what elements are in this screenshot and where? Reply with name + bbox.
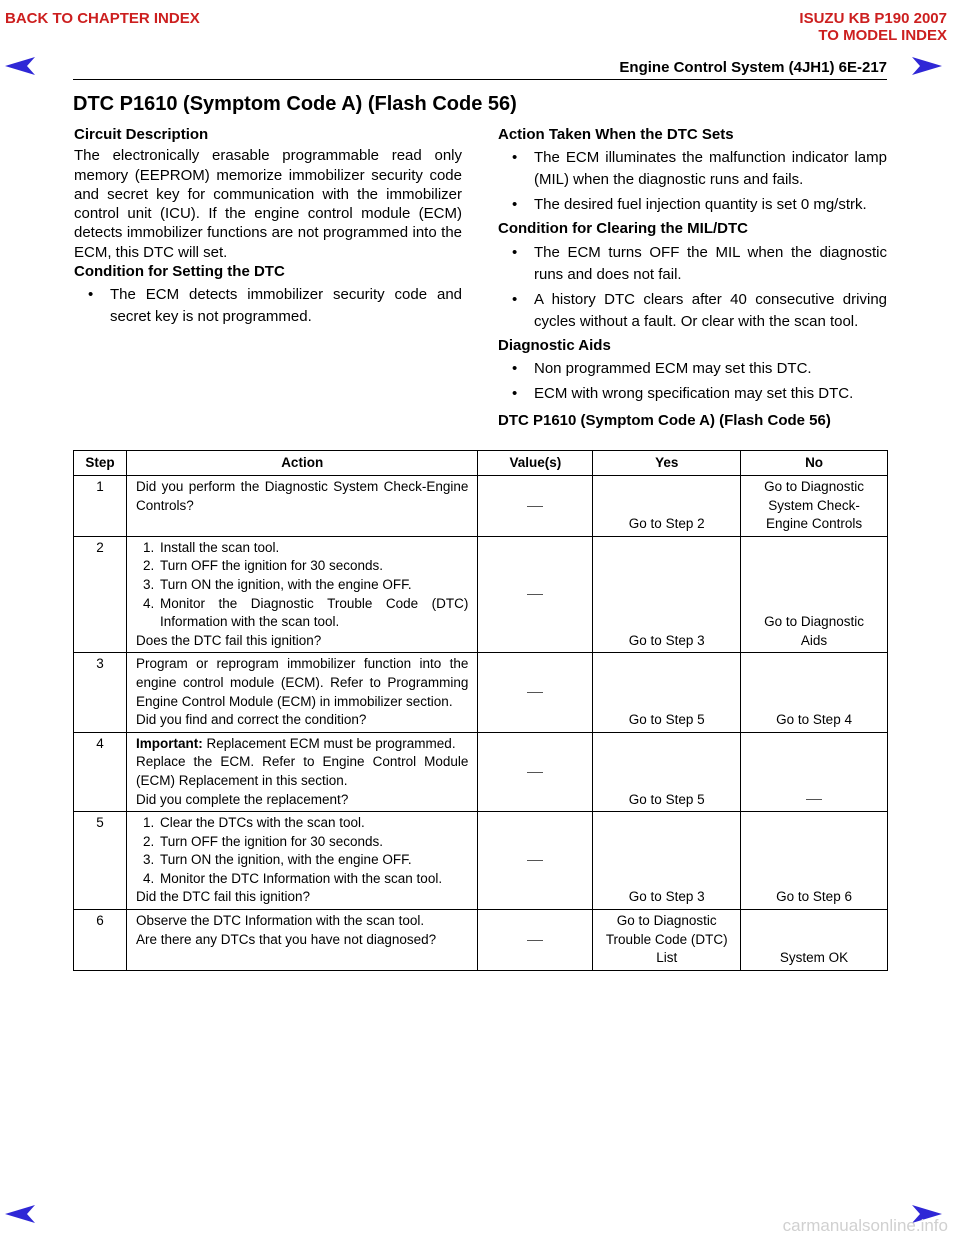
circuit-description-heading: Circuit Description [74, 126, 209, 143]
table-header-row [74, 451, 888, 476]
model-title: ISUZU KB P190 2007 [799, 10, 947, 27]
table-row [74, 476, 888, 537]
yes-text-line: List [656, 950, 678, 966]
action-text: Program or reprogram immobilizer function into the engine control module (ECM). Refer to Programming Engine Control Module (ECM) in immobilizer section. [135, 656, 469, 709]
action-step: 3. Turn ON the ignition, with the engine OFF. [158, 851, 468, 870]
header-action: Action [126, 451, 477, 476]
step-number: 5 [74, 812, 127, 910]
step-number: 4 [74, 732, 127, 811]
clearing-condition-list [498, 242, 887, 333]
no-text-line: Engine Controls [766, 516, 863, 532]
step-action [126, 536, 477, 653]
step-value [478, 732, 593, 811]
table-row [74, 812, 888, 910]
action-step: 4. Monitor the Diagnostic Trouble Code (DTC) Information with the scan tool. [158, 595, 468, 632]
no-text-line: System Check- [768, 497, 860, 513]
step-number: 3 [74, 653, 127, 732]
circuit-description-text: The electronically erasable programmable read only memory (EEPROM) memorize immobilizer security code and secret key for communication with the immobilizer control unit (ICU). If the engine control module (ECM) detects immobilizer functions are not programmed into the ECM, this DTC will set. [74, 147, 462, 261]
action-question: Does the DTC fail this ignition? [135, 632, 322, 648]
important-text: Replacement ECM must be programmed. [206, 735, 456, 751]
step-no [741, 476, 888, 537]
step-no [741, 536, 888, 653]
previous-page-arrow-icon-bottom[interactable] [5, 1205, 35, 1223]
action-taken-list [498, 147, 887, 216]
left-column [74, 125, 462, 331]
diagnostic-aids-list [498, 358, 887, 405]
action-step: 3. Turn ON the ignition, with the engine OFF. [158, 576, 468, 595]
table-row [74, 910, 888, 971]
step-action [126, 910, 477, 971]
action-step: 4. Monitor the DTC Information with the scan tool. [158, 870, 468, 889]
step-number: 6 [74, 910, 127, 971]
step-no [741, 732, 888, 811]
watermark: carmanualsonline.info [782, 1216, 948, 1235]
yes-text-line: Trouble Code (DTC) [605, 931, 728, 947]
to-model-index-link[interactable]: TO MODEL INDEX [818, 27, 947, 44]
diagnostic-aids-heading: Diagnostic Aids [498, 336, 611, 354]
step-yes [593, 910, 741, 971]
step-yes: Go to Step 2 [593, 476, 741, 537]
list-item: • ECM with wrong specification may set this DTC. [498, 383, 887, 405]
condition-setting-heading: Condition for Setting the DTC [74, 263, 285, 281]
step-value [478, 476, 593, 537]
step-action [126, 653, 477, 732]
action-step: 1. Install the scan tool. [158, 539, 468, 558]
condition-setting-list [74, 284, 462, 328]
list-item: • Non programmed ECM may set this DTC. [498, 358, 887, 380]
step-no: Go to Step 6 [741, 812, 888, 910]
action-question: Did you find and correct the condition? [135, 712, 367, 728]
step-value [478, 812, 593, 910]
table-row [74, 732, 888, 811]
empty-value-dash [527, 594, 543, 595]
header-values: Value(s) [478, 451, 593, 476]
page-title: DTC P1610 (Symptom Code A) (Flash Code 56) [73, 93, 517, 115]
table-caption: DTC P1610 (Symptom Code A) (Flash Code 56) [498, 412, 831, 429]
action-question: Did you complete the replacement? [135, 791, 349, 807]
action-question: Are there any DTCs that you have not diagnosed? [135, 931, 437, 947]
previous-page-arrow-icon[interactable] [5, 57, 35, 75]
diagnostic-table [73, 450, 888, 971]
step-value [478, 653, 593, 732]
header-divider [73, 79, 887, 80]
list-item: • The ECM detects immobilizer security code and secret key is not programmed. [74, 284, 462, 328]
step-no: System OK [741, 910, 888, 971]
action-step: 1. Clear the DTCs with the scan tool. [158, 814, 468, 833]
empty-value-dash [527, 772, 543, 773]
right-column [498, 125, 887, 408]
action-steps-list [136, 814, 468, 888]
step-number: 2 [74, 536, 127, 653]
important-note [136, 735, 468, 754]
step-yes: Go to Step 5 [593, 653, 741, 732]
step-yes: Go to Step 5 [593, 732, 741, 811]
empty-value-dash [806, 799, 822, 800]
table-row [74, 653, 888, 732]
header-no: No [741, 451, 888, 476]
empty-value-dash [527, 506, 543, 507]
no-text-line: Aids [800, 632, 828, 648]
action-taken-heading: Action Taken When the DTC Sets [498, 126, 734, 143]
back-to-chapter-index-link[interactable]: BACK TO CHAPTER INDEX [5, 10, 200, 27]
step-yes: Go to Step 3 [593, 812, 741, 910]
yes-text-line: Go to Diagnostic [616, 913, 717, 929]
empty-value-dash [527, 860, 543, 861]
list-item: • A history DTC clears after 40 consecutive driving cycles without a fault. Or clear with the scan tool. [498, 289, 887, 333]
empty-value-dash [527, 940, 543, 941]
step-no: Go to Step 4 [741, 653, 888, 732]
action-text: Did you perform the Diagnostic System Check-Engine Controls? [135, 479, 469, 513]
empty-value-dash [527, 692, 543, 693]
step-action [126, 476, 477, 537]
no-text-line: Go to Diagnostic [764, 614, 864, 630]
list-item: • The ECM turns OFF the MIL when the diagnostic runs and does not fail. [498, 242, 887, 286]
important-label: Important: [135, 735, 203, 751]
running-header: Engine Control System (4JH1) 6E-217 [619, 59, 887, 76]
list-item: • The desired fuel injection quantity is set 0 mg/strk. [498, 194, 887, 216]
action-text: Observe the DTC Information with the scan tool. [135, 913, 425, 929]
no-text-line: Go to Diagnostic [764, 479, 864, 494]
header-step: Step [74, 451, 127, 476]
action-steps-list [136, 539, 468, 632]
step-yes: Go to Step 3 [593, 536, 741, 653]
model-index-block [799, 10, 947, 44]
header-yes: Yes [593, 451, 741, 476]
step-value [478, 910, 593, 971]
action-step: 2. Turn OFF the ignition for 30 seconds. [158, 557, 468, 576]
action-step: 2. Turn OFF the ignition for 30 seconds. [158, 833, 468, 852]
clearing-condition-heading: Condition for Clearing the MIL/DTC [498, 220, 748, 238]
step-value [478, 536, 593, 653]
table-row [74, 536, 888, 653]
action-text: Replace the ECM. Refer to Engine Control Module (ECM) Replacement in this section. [135, 754, 469, 788]
list-item: • The ECM illuminates the malfunction indicator lamp (MIL) when the diagnostic runs and fails. [498, 147, 887, 191]
step-action [126, 812, 477, 910]
step-action [126, 732, 477, 811]
action-question: Did the DTC fail this ignition? [135, 889, 311, 905]
step-number: 1 [74, 476, 127, 537]
next-page-arrow-icon[interactable] [912, 57, 942, 75]
